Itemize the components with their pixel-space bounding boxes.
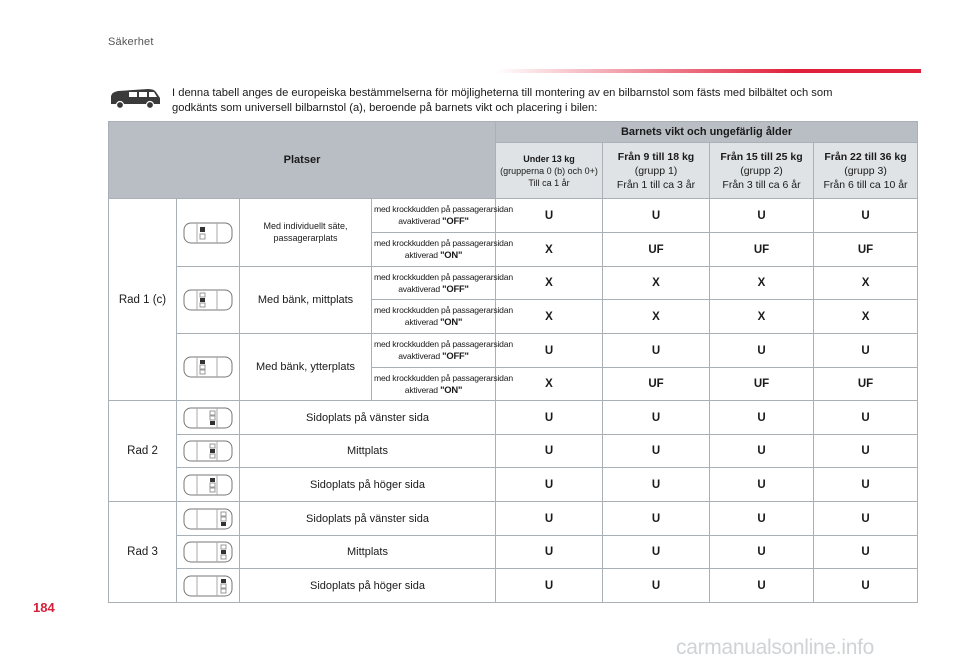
table-row bbox=[109, 569, 960, 603]
value-cell: X bbox=[710, 300, 814, 334]
row-label-rad1: Rad 1 (c) bbox=[109, 199, 177, 401]
intro-text: I denna tabell anges de europeiska bestämmelserna för möjligheterna till montering av en bilbarnstol som fästs med bilbältet och som godkänts som universell bilbarnstol (a), beroende på barnets vikt och placering i bilen: bbox=[172, 87, 833, 114]
airbag-off-condition: med krockkudden på passagerarsidan avaktiverad "OFF" bbox=[372, 334, 496, 368]
seat-name: Mittplats bbox=[240, 536, 496, 569]
value-cell: U bbox=[496, 502, 603, 536]
age-group-3: Från 22 till 36 kg (grupp 3) Från 6 till ca 10 år bbox=[814, 143, 918, 199]
value-cell: U bbox=[496, 468, 603, 502]
value-cell: X bbox=[496, 368, 603, 401]
seat-diagram-icon bbox=[177, 502, 240, 536]
row-label-rad2: Rad 2 bbox=[109, 401, 177, 502]
table-row bbox=[109, 536, 960, 569]
value-cell: U bbox=[496, 435, 603, 468]
child-seat-table bbox=[108, 121, 960, 603]
value-cell: UF bbox=[710, 368, 814, 401]
table-row bbox=[109, 502, 960, 536]
value-cell: U bbox=[603, 435, 710, 468]
value-cell: U bbox=[710, 502, 814, 536]
airbag-off-condition: med krockkudden på passagerarsidan avaktiverad "OFF" bbox=[372, 267, 496, 300]
table-row bbox=[109, 435, 960, 468]
table-row bbox=[109, 199, 960, 233]
group-header: Barnets vikt och ungefärlig ålder bbox=[496, 122, 918, 143]
seat-diagram-icon bbox=[177, 468, 240, 502]
value-cell: X bbox=[603, 267, 710, 300]
value-cell: U bbox=[496, 401, 603, 435]
value-cell: UF bbox=[814, 368, 918, 401]
value-cell: U bbox=[496, 569, 603, 603]
value-cell: U bbox=[710, 334, 814, 368]
row-label-rad3: Rad 3 bbox=[109, 502, 177, 603]
table-row bbox=[109, 334, 960, 368]
value-cell: U bbox=[814, 502, 918, 536]
table-row bbox=[109, 468, 960, 502]
seat-diagram-icon bbox=[177, 569, 240, 603]
value-cell: U bbox=[496, 334, 603, 368]
value-cell: X bbox=[496, 267, 603, 300]
value-cell: U bbox=[710, 536, 814, 569]
age-group-0: Under 13 kg (grupperna 0 (b) och 0+) Till ca 1 år bbox=[496, 143, 603, 199]
value-cell: U bbox=[603, 536, 710, 569]
value-cell: U bbox=[710, 435, 814, 468]
airbag-on-condition: med krockkudden på passagerarsidan aktiverad "ON" bbox=[372, 300, 496, 334]
van-icon bbox=[108, 86, 162, 110]
value-cell: U bbox=[603, 401, 710, 435]
value-cell: U bbox=[710, 569, 814, 603]
airbag-on-condition: med krockkudden på passagerarsidan aktiverad "ON" bbox=[372, 368, 496, 401]
value-cell: X bbox=[496, 300, 603, 334]
value-cell: U bbox=[814, 334, 918, 368]
seat-diagram-icon bbox=[177, 199, 240, 267]
table-row bbox=[109, 401, 960, 435]
value-cell: U bbox=[814, 536, 918, 569]
table-row bbox=[109, 267, 960, 300]
seat-diagram-icon bbox=[177, 334, 240, 401]
seat-diagram-icon bbox=[177, 536, 240, 569]
value-cell: UF bbox=[603, 233, 710, 267]
value-cell: X bbox=[710, 267, 814, 300]
value-cell: X bbox=[814, 300, 918, 334]
value-cell: U bbox=[603, 502, 710, 536]
value-cell: X bbox=[814, 267, 918, 300]
airbag-on-condition: med krockkudden på passagerarsidan aktiverad "ON" bbox=[372, 233, 496, 267]
value-cell: U bbox=[496, 536, 603, 569]
value-cell: U bbox=[603, 334, 710, 368]
section-title: Säkerhet bbox=[108, 36, 154, 48]
seat-name: Sidoplats på vänster sida bbox=[240, 401, 496, 435]
seat-name: Sidoplats på vänster sida bbox=[240, 502, 496, 536]
accent-line bbox=[495, 69, 921, 73]
seat-name: Sidoplats på höger sida bbox=[240, 569, 496, 603]
value-cell: UF bbox=[710, 233, 814, 267]
seat-name: Sidoplats på höger sida bbox=[240, 468, 496, 502]
value-cell: U bbox=[814, 569, 918, 603]
airbag-off-condition: med krockkudden på passagerarsidan avaktiverad "OFF" bbox=[372, 199, 496, 233]
value-cell: U bbox=[814, 401, 918, 435]
value-cell: U bbox=[603, 569, 710, 603]
value-cell: U bbox=[710, 468, 814, 502]
seat-diagram-icon bbox=[177, 267, 240, 334]
value-cell: UF bbox=[814, 233, 918, 267]
value-cell: U bbox=[710, 199, 814, 233]
value-cell: U bbox=[814, 199, 918, 233]
page-number: 184 bbox=[33, 600, 55, 615]
watermark: carmanualsonline.info bbox=[676, 636, 874, 659]
seat-diagram-icon bbox=[177, 401, 240, 435]
seat-diagram-icon bbox=[177, 435, 240, 468]
value-cell: X bbox=[496, 233, 603, 267]
value-cell: U bbox=[603, 199, 710, 233]
value-cell: U bbox=[710, 401, 814, 435]
age-group-1: Från 9 till 18 kg (grupp 1) Från 1 till ca 3 år bbox=[603, 143, 710, 199]
seat-name: Mittplats bbox=[240, 435, 496, 468]
places-header: Platser bbox=[109, 122, 496, 199]
seat-name: Med bänk, ytterplats bbox=[240, 334, 372, 401]
value-cell: U bbox=[603, 468, 710, 502]
value-cell: U bbox=[814, 435, 918, 468]
value-cell: U bbox=[814, 468, 918, 502]
age-group-2: Från 15 till 25 kg (grupp 2) Från 3 till ca 6 år bbox=[710, 143, 814, 199]
value-cell: U bbox=[496, 199, 603, 233]
seat-name: Med individuellt säte, passagerarplats bbox=[240, 199, 372, 267]
seat-name: Med bänk, mittplats bbox=[240, 267, 372, 334]
value-cell: UF bbox=[603, 368, 710, 401]
value-cell: X bbox=[603, 300, 710, 334]
